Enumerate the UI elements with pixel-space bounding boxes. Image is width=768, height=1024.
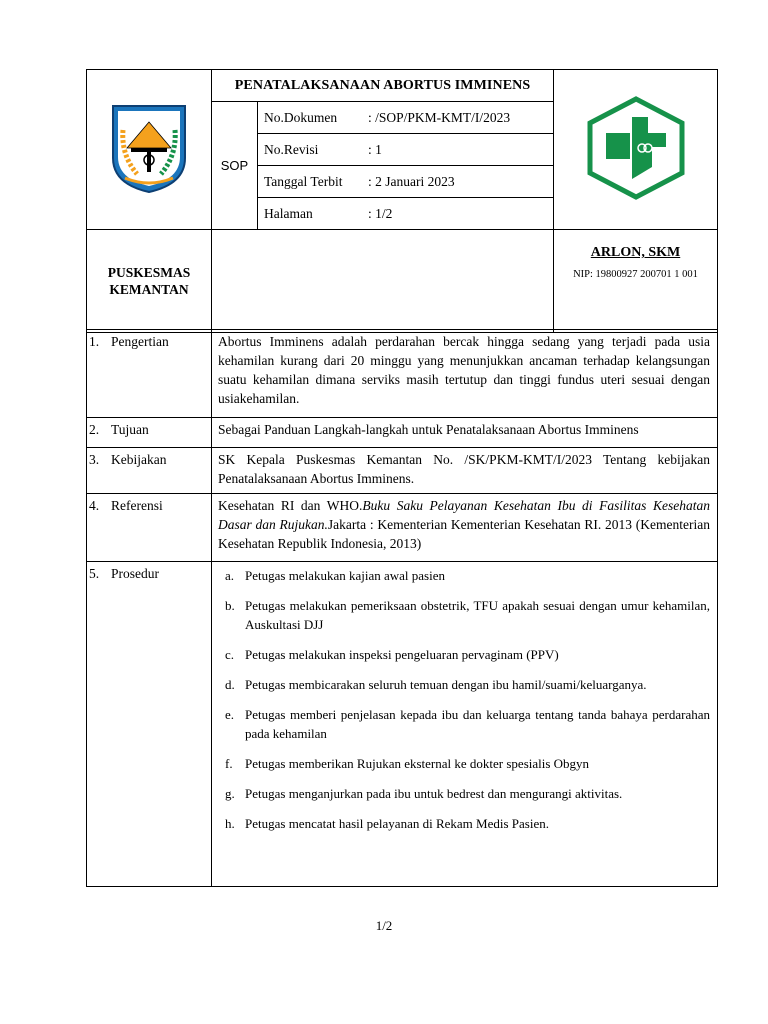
meta-halaman: Halaman : 1/2: [258, 198, 554, 230]
list-item: f. Petugas memberikan Rujukan eksternal ke dokter spesialis Obgyn: [225, 756, 590, 771]
signatory-block: [554, 230, 718, 333]
list-item: a. Petugas melakukan kajian awal pasien: [225, 568, 445, 583]
list-item: g. Petugas menganjurkan pada ibu untuk bedrest dan mengurangi aktivitas.: [225, 786, 623, 801]
list-item: b. Petugas melakukan pemeriksaan obstetrik, TFU apakah sesuai dengan umur kehamilan, Auskultasi DJJ: [225, 598, 710, 632]
list-item: e. Petugas memberi penjelasan kepada ibu dan keluarga tentang tanda bahaya perdarahan pada kehamilan: [225, 707, 710, 741]
sop-header-table: [86, 69, 718, 333]
signatory-name: ARLON, SKM: [590, 245, 681, 260]
section-row-kebijakan: [87, 448, 718, 494]
puskesmas-logo-icon: [582, 95, 690, 201]
meta-no-revisi: No.Revisi : 1: [258, 134, 554, 166]
list-item: c. Petugas melakukan inspeksi pengeluaran pervaginam (PPV): [225, 647, 559, 662]
regional-emblem-icon: [107, 100, 191, 196]
procedure-step-list: [218, 566, 710, 833]
section-label: 5. Prosedur: [87, 562, 212, 887]
section-row-prosedur: [87, 562, 718, 887]
list-item: h. Petugas mencatat hasil pelayanan di Rekam Medis Pasien.: [225, 816, 549, 831]
section-prosedur-steps: [212, 562, 718, 887]
sop-label: SOP: [212, 102, 258, 230]
section-text-kebijakan: SK Kepala Puskesmas Kemantan No. /SK/PKM-KMT/I/2023 Tentang kebijakan Penatalaksanaan Abortus Imminens.: [212, 448, 718, 494]
sop-body-table: [86, 329, 718, 887]
section-text-referensi: Kesehatan RI dan WHO.Buku Saku Pelayanan Kesehatan Ibu di Fasilitas Kesehatan Dasar dan Rujukan.Jakarta : Kementerian Kementerian Kesehatan RI. 2013 (Kementerian Kesehatan Republik Indonesia, 2013): [212, 494, 718, 562]
section-text-tujuan: Sebagai Panduan Langkah-langkah untuk Penatalaksanaan Abortus Imminens: [212, 418, 718, 448]
section-label: 1. Pengertian: [87, 330, 212, 418]
section-label: 2. Tujuan: [87, 418, 212, 448]
list-item: d. Petugas membicarakan seluruh temuan dengan ibu hamil/suami/keluarganya.: [225, 677, 647, 692]
section-row-tujuan: [87, 418, 718, 448]
organization-name: PUSKESMAS KEMANTAN: [87, 230, 212, 333]
page-number: 1/2: [375, 918, 393, 933]
signatory-nip: NIP: 19800927 200701 1 001: [573, 269, 698, 280]
puskesmas-logo-cell: [554, 70, 718, 230]
regional-logo-cell: [87, 70, 212, 230]
section-label: 4. Referensi: [87, 494, 212, 562]
meta-tanggal-terbit: Tanggal Terbit : 2 Januari 2023: [258, 166, 554, 198]
document-title: PENATALAKSANAAN ABORTUS IMMINENS: [212, 70, 554, 102]
header-blank-cell: [212, 230, 554, 333]
section-row-pengertian: [87, 330, 718, 418]
section-row-referensi: [87, 494, 718, 562]
section-label: 3. Kebijakan: [87, 448, 212, 494]
section-text-pengertian: Abortus Imminens adalah perdarahan bercak hingga sedang yang terjadi pada usia kehamilan kurang dari 20 minggu yang menunjukkan ancaman terhadap kelangsungan suatu kehamilan dimana serviks masih tertutup dan tinggi fundus uteri sesuai dengan usiakehamilan.: [212, 330, 718, 418]
meta-no-dokumen: No.Dokumen : /SOP/PKM-KMT/I/2023: [258, 102, 554, 134]
